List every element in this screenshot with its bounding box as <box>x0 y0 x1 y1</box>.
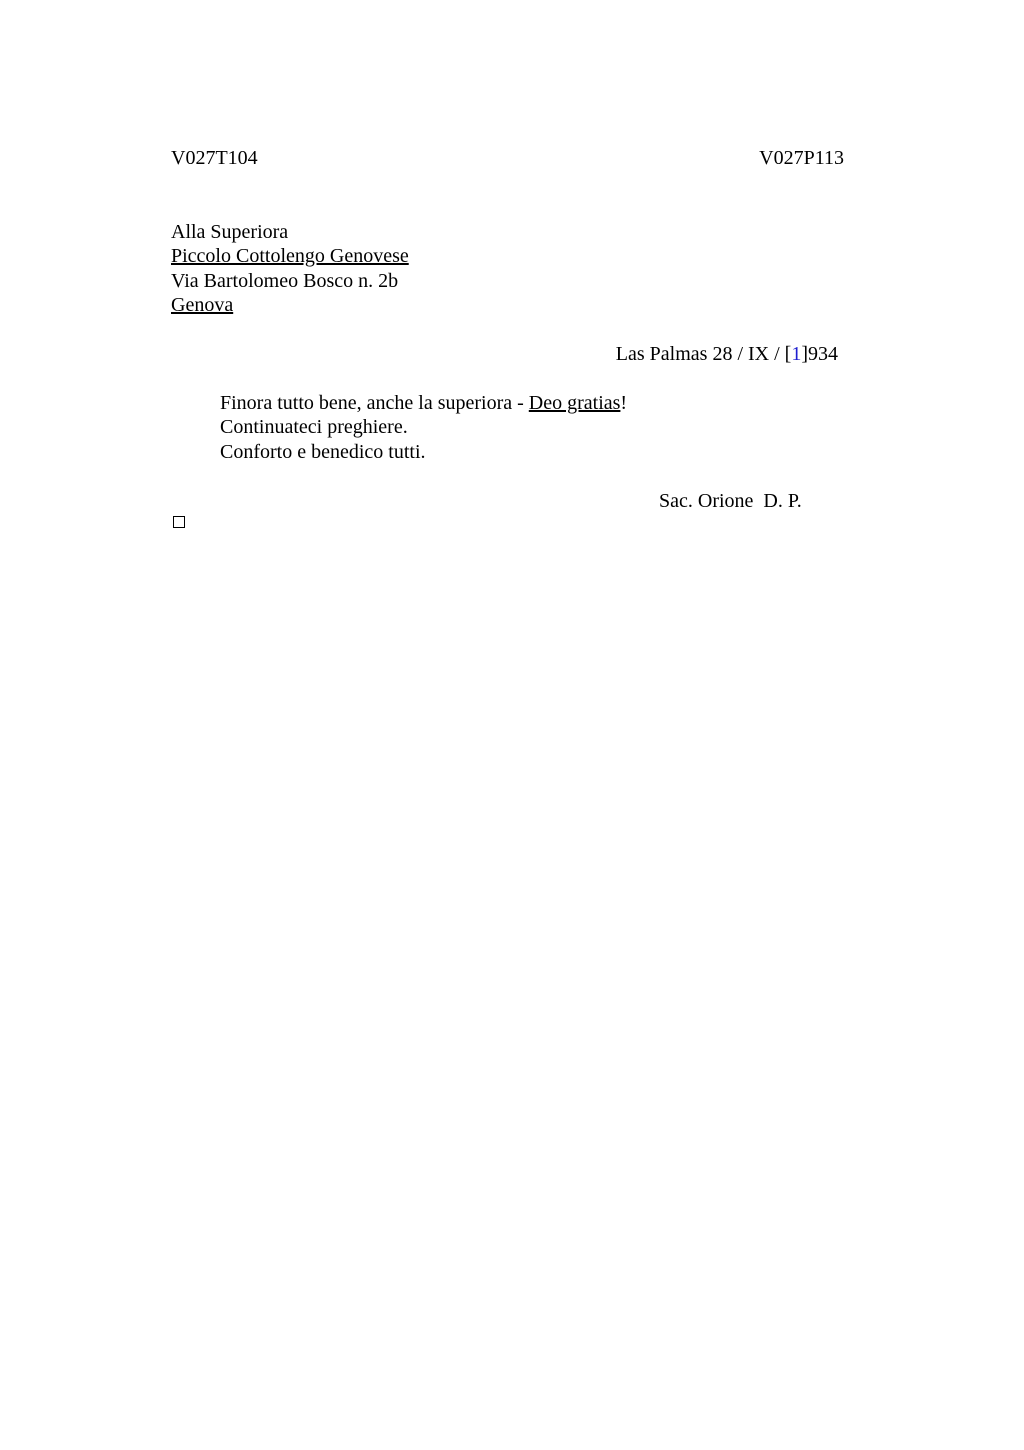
header-left-code: V027T104 <box>171 147 258 169</box>
date-suffix: ]934 <box>801 343 838 365</box>
body-paragraph-2: Continuateci preghiere. <box>220 416 408 438</box>
address-recipient: Alla Superiora <box>171 221 289 243</box>
signature: Sac. Orione D. P. <box>659 490 802 512</box>
body-paragraph-1 <box>220 391 627 415</box>
address-city: Genova <box>171 294 234 316</box>
body-p1-end: ! <box>620 392 628 414</box>
header-right-code: V027P113 <box>759 147 844 169</box>
body-p1-text: Finora tutto bene, anche la superiora - <box>220 392 529 414</box>
date-prefix: Las Palmas 28 / IX / [ <box>615 343 792 365</box>
address-institution: Piccolo Cottolengo Genovese <box>171 245 409 267</box>
body-paragraph-3: Conforto e benedico tutti. <box>220 441 426 463</box>
letter-date <box>616 342 838 366</box>
body-p1-underlined: Deo gratias <box>528 392 621 414</box>
empty-square-icon <box>173 516 185 528</box>
date-editorial-digit: 1 <box>791 343 802 365</box>
address-street: Via Bartolomeo Bosco n. 2b <box>171 270 399 292</box>
